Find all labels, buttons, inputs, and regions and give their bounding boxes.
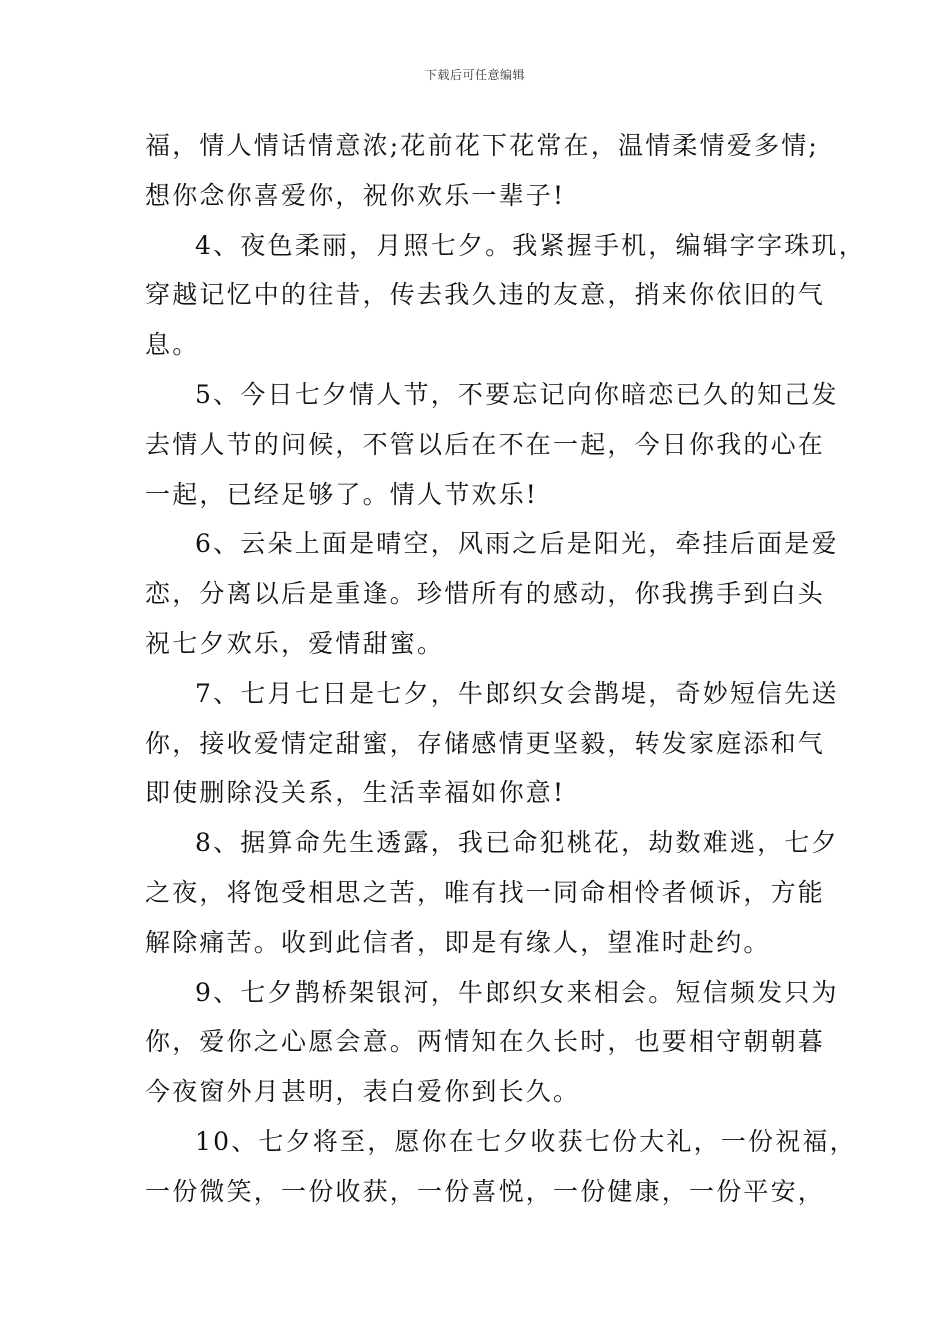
page-header-note: 下载后可任意编辑 <box>424 68 525 82</box>
text-line: 7、七月七日是七夕，牛郎织女会鹊堤，奇妙短信先送 <box>195 678 839 708</box>
text-line: 你，接收爱情定甜蜜，存储感情更坚毅，转发家庭添和气 <box>145 728 826 758</box>
text-line: 恋，分离以后是重逢。珍惜所有的感动，你我携手到白头 <box>145 579 826 609</box>
text-line: 解除痛苦。收到此信者，即是有缘人，望准时赴约。 <box>145 927 771 957</box>
text-line: 今夜窗外月甚明，表白爱你到长久。 <box>145 1077 581 1107</box>
text-line: 息。 <box>145 330 200 360</box>
text-line: 10、七夕将至，愿你在七夕收获七份大礼，一份祝福， <box>195 1126 857 1156</box>
text-line: 你，爱你之心愿会意。两情知在久长时，也要相守朝朝暮 <box>145 1027 826 1057</box>
text-line: 6、云朵上面是晴空，风雨之后是阳光，牵挂后面是爱 <box>195 529 839 559</box>
text-line: 5、今日七夕情人节，不要忘记向你暗恋已久的知己发 <box>195 379 839 409</box>
text-line: 想你念你喜爱你，祝你欢乐一辈子! <box>145 180 566 210</box>
text-line: 8、据算命先生透露，我已命犯桃花，劫数难逃，七夕 <box>195 828 839 858</box>
text-line: 祝七夕欢乐，爱情甜蜜。 <box>145 628 445 658</box>
text-line: 9、七夕鹊桥架银河，牛郎织女来相会。短信频发只为 <box>195 977 839 1007</box>
text-line: 即使删除没关系，生活幸福如你意! <box>145 778 566 808</box>
text-line: 之夜，将饱受相思之苦，唯有找一同命相怜者倾诉，方能 <box>145 877 826 907</box>
text-line: 4、夜色柔丽，月照七夕。我紧握手机，编辑字字珠玑， <box>195 230 866 260</box>
text-line: 福，情人情话情意浓;花前花下花常在，温情柔情爱多情; <box>145 131 820 160</box>
text-line: 去情人节的问候，不管以后在不在一起，今日你我的心在 <box>145 429 826 459</box>
text-line: 一起，已经足够了。情人节欢乐! <box>145 479 539 509</box>
text-line: 穿越记忆中的往昔，传去我久违的友意，捎来你依旧的气 <box>145 280 826 310</box>
document-body <box>145 126 866 1222</box>
text-line: 一份微笑，一份收获，一份喜悦，一份健康，一份平安， <box>145 1176 826 1206</box>
